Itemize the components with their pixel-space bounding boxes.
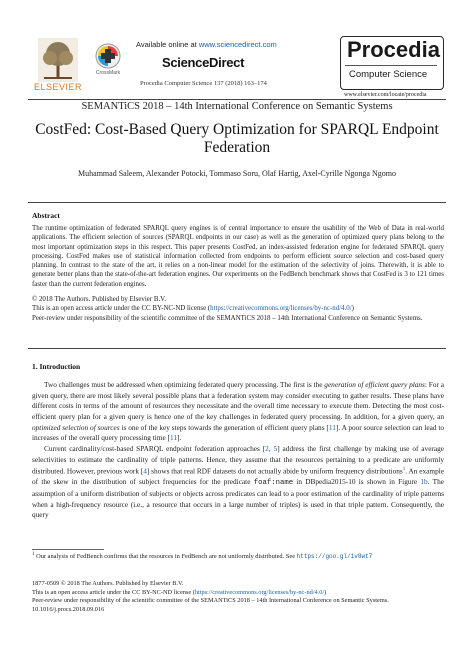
elsevier-logo — [28, 38, 88, 94]
figure-link[interactable]: 1b — [420, 477, 428, 487]
text: in DBpedia2015-10 is shown in Figure — [293, 477, 421, 487]
footnote-text: Our analysis of FedBench confirms that the resources in FedBench are not uniformly distributed. See — [36, 553, 297, 561]
text: is one of the key steps towards the generation of efficient query plans [ — [119, 422, 329, 432]
abstract-body — [32, 224, 444, 323]
procedia-logo — [340, 36, 444, 90]
license-prefix: This is an open access article under the CC BY-NC-ND license ( — [32, 588, 195, 596]
header-rule — [28, 99, 446, 100]
license-link[interactable]: https://creativecommons.org/licenses/by-nc-nd/4.0/ — [194, 588, 325, 596]
sciencedirect-wordmark: ScienceDirect — [162, 55, 245, 70]
procedia-name: Procedia — [347, 37, 440, 62]
emphasis: generation of efficient query plans — [324, 380, 425, 389]
text: , — [268, 443, 274, 453]
citation-link[interactable]: 5 — [273, 443, 278, 453]
doi[interactable]: 10.1016/j.procs.2018.09.016 — [32, 605, 105, 613]
code-predicate: foaf:name — [253, 479, 294, 488]
procedia-subtitle: Computer Science — [349, 69, 428, 80]
elsevier-wordmark: ELSEVIER — [33, 82, 83, 92]
abstract-heading: Abstract — [32, 211, 60, 220]
license-suffix: ) — [324, 588, 327, 596]
citation-link[interactable]: 11 — [328, 422, 336, 432]
publication-info — [32, 580, 444, 614]
intro-paragraph-2 — [32, 444, 444, 521]
text: Two challenges must be addressed when optimizing federated query processing. The first is the — [44, 380, 325, 389]
citation-link[interactable]: 2 — [265, 443, 269, 453]
footnote-link[interactable]: https://goo.gl/1v8wt7 — [296, 553, 373, 561]
citation-link[interactable]: 11 — [169, 433, 178, 443]
text: Current cardinality/cost-based SPARQL endpoint federation approaches [ — [44, 443, 266, 453]
text: ]. — [177, 433, 182, 443]
citation-link[interactable]: 4 — [143, 466, 147, 476]
abstract-text: The runtime optimization of federated SPARQL query engines is of central importance to ensure the usability of the Web of Data in real-world applications. The efficient selection of sources (SPARQL endpoints in our case) as well as the generation of optimized query plans belong to the most important optimization steps in this respect. This paper presents CostFed, an index-assisted federation engine for federated SPARQL query processing. CostFed makes use of statistical information collected from endpoints to perform efficient source selection and cost-based query planning. In contrast to the state of the art, it relies on a non-linear model for the estimation of the selectivity of joins. Therewith, it is able to generate better plans than the state-of-the-art federation engines. Our experiments on the FedBench benchmark shows that CostFed is 3 to 121 times faster than the current federation engines. — [32, 225, 444, 288]
footnote-marker[interactable]: 1 — [402, 467, 406, 473]
text: ] shows that real RDF datasets do not actually abide by uniform frequency distributions — [146, 466, 403, 476]
available-prefix: Available online at — [136, 40, 199, 49]
footnote — [32, 552, 444, 560]
bottom-license-line — [32, 589, 444, 598]
license-link[interactable]: https://creativecommons.org/licenses/by-nc-nd/4.0/ — [210, 305, 352, 313]
emphasis: optimized selection of sources — [32, 422, 120, 432]
footnote-number: 1 — [32, 552, 35, 557]
bottom-peer-review: Peer-review under responsibility of the scientific committee of the SEMANTiCS 2018 – 14th International Conference on Semantic Systems. — [32, 597, 389, 605]
journal-url[interactable]: www.elsevier.com/locate/procedia — [344, 92, 427, 98]
license-line — [32, 304, 444, 313]
author-list: Muhammad Saleem, Alexander Potocki, Tommaso Soru, Olaf Hartig, Axel-Cyrille Ngonga Ngomo — [78, 169, 396, 178]
text: . The assumption of a uniform distribution of subjects or objects across predicates can lead to a poor estimation of the cardinality of triple patterns when a high-frequency resource (i.e., a resource that occurs in a large number of triples) is used in that triple pattern. Consequently, the query — [32, 477, 444, 520]
text: : For a given query, there are most likely several possible plans that a federation system may consider executing to gather results. These plans have different costs in terms of the amount of resources they necessitate and the overall time necessary to execute them. Detecting the most cost-efficient query plan for a given query is hence one of the key challenges in federated query processing. In addition, for a given query, an — [32, 380, 444, 421]
license-prefix: This is an open access article under the CC BY-NC-ND license ( — [32, 305, 211, 313]
text: . An example of the skew in the distribution of subject frequencies for the predicate — [32, 466, 444, 487]
title-line-2: Federation — [203, 139, 271, 156]
intro-body — [32, 380, 444, 521]
peer-review-line: Peer-review under responsibility of the scientific committee of the SEMANTiCS 2018 – 14th International Conference on Semantic Systems. — [32, 314, 423, 322]
sciencedirect-link[interactable]: www.sciencedirect.com — [198, 40, 277, 49]
copyright-line: © 2018 The Authors. Published by Elsevier B.V. — [32, 296, 166, 304]
issn-line: 1877-0509 © 2018 The Authors. Published by Elsevier B.V. — [32, 580, 184, 587]
license-suffix: ) — [351, 305, 354, 313]
intro-heading: 1. Introduction — [32, 362, 81, 371]
elsevier-tree-icon — [38, 38, 78, 82]
journal-citation: Procedia Computer Science 137 (2018) 163–174 — [140, 80, 267, 87]
text: ] address the first challenge by making use of average selectivities to estimate the cardinality of triple patterns. Hence, they assume that the resources pertaining to a predicate are uniformly distributed. However, previous work [ — [32, 443, 444, 476]
available-online — [136, 40, 277, 49]
title-line-1: CostFed: Cost-Based Query Optimization for SPARQL Endpoint — [35, 121, 439, 138]
conference-name: SEMANTiCS 2018 – 14th International Conference on Semantic Systems — [81, 101, 393, 112]
paper-title — [30, 121, 444, 157]
crossmark-icon[interactable] — [94, 42, 122, 70]
procedia-divider — [345, 65, 437, 66]
intro-paragraph-1 — [32, 380, 444, 444]
crossmark-label: CrossMark — [95, 70, 121, 76]
text: ]. A poor source selection can lead to increases of the overall query processing time [ — [32, 422, 445, 443]
abstract-bottom-rule — [28, 348, 446, 349]
abstract-top-rule — [28, 202, 446, 203]
footnote-rule — [32, 549, 104, 550]
